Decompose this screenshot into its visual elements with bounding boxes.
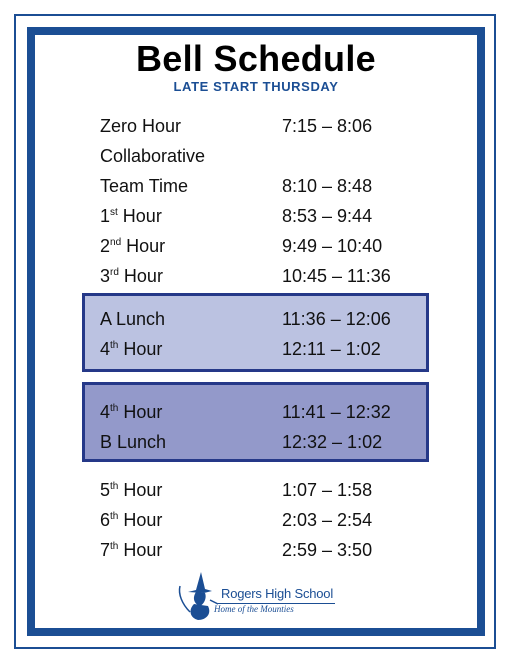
period-time: 9:49 – 10:40 — [282, 236, 383, 256]
period-word: Hour — [118, 402, 163, 422]
period-word: Hour — [118, 480, 163, 500]
period-ordinal: th — [110, 340, 119, 351]
period-number: 4 — [100, 339, 111, 359]
period-ordinal: th — [110, 481, 119, 492]
period-time: 11:41 – 12:32 — [282, 402, 391, 422]
period-time: 12:32 – 1:02 — [282, 432, 383, 452]
period-label — [100, 263, 163, 289]
period-word: Hour — [121, 236, 166, 256]
period-time: 10:45 – 11:36 — [282, 266, 391, 286]
period-number: 3 — [100, 266, 111, 286]
period-number: 6 — [100, 510, 111, 530]
period-number: 7 — [100, 540, 111, 560]
period-number: 1 — [100, 206, 111, 226]
period-label: Collaborative — [100, 146, 206, 166]
page-title: Bell Schedule — [136, 38, 376, 79]
period-ordinal: rd — [110, 267, 119, 278]
school-motto: Home of the Mounties — [214, 604, 294, 614]
period-label — [100, 336, 162, 362]
period-time: 8:53 – 9:44 — [282, 206, 373, 226]
period-time: 2:59 – 3:50 — [282, 540, 373, 560]
period-time: 7:15 – 8:06 — [282, 116, 373, 136]
period-word: Hour — [118, 510, 163, 530]
period-label: A Lunch — [100, 309, 166, 329]
period-time: 2:03 – 2:54 — [282, 510, 373, 530]
period-ordinal: th — [110, 541, 119, 552]
period-label — [100, 537, 162, 563]
period-word: Hour — [118, 540, 163, 560]
period-time: 1:07 – 1:58 — [282, 480, 373, 500]
period-ordinal: st — [110, 207, 118, 218]
period-word: Hour — [117, 206, 162, 226]
period-ordinal: th — [110, 511, 119, 522]
period-number: 5 — [100, 480, 111, 500]
period-number: 2 — [100, 236, 111, 256]
period-label — [100, 399, 162, 425]
period-time: 11:36 – 12:06 — [282, 309, 391, 329]
period-ordinal: th — [110, 403, 119, 414]
period-label: B Lunch — [100, 432, 167, 452]
period-word: Hour — [118, 339, 163, 359]
period-label: Team Time — [100, 176, 189, 196]
page-subtitle: LATE START THURSDAY — [173, 79, 339, 94]
period-label — [100, 507, 162, 533]
period-label: Zero Hour — [100, 116, 182, 136]
period-label — [100, 233, 165, 259]
period-time: 12:11 – 1:02 — [282, 339, 381, 359]
period-number: 4 — [100, 402, 111, 422]
school-name: Rogers High School — [221, 586, 334, 601]
period-label — [100, 203, 162, 229]
period-label — [100, 477, 162, 503]
period-word: Hour — [118, 266, 163, 286]
period-time: 8:10 – 8:48 — [282, 176, 373, 196]
period-ordinal: nd — [110, 237, 122, 248]
